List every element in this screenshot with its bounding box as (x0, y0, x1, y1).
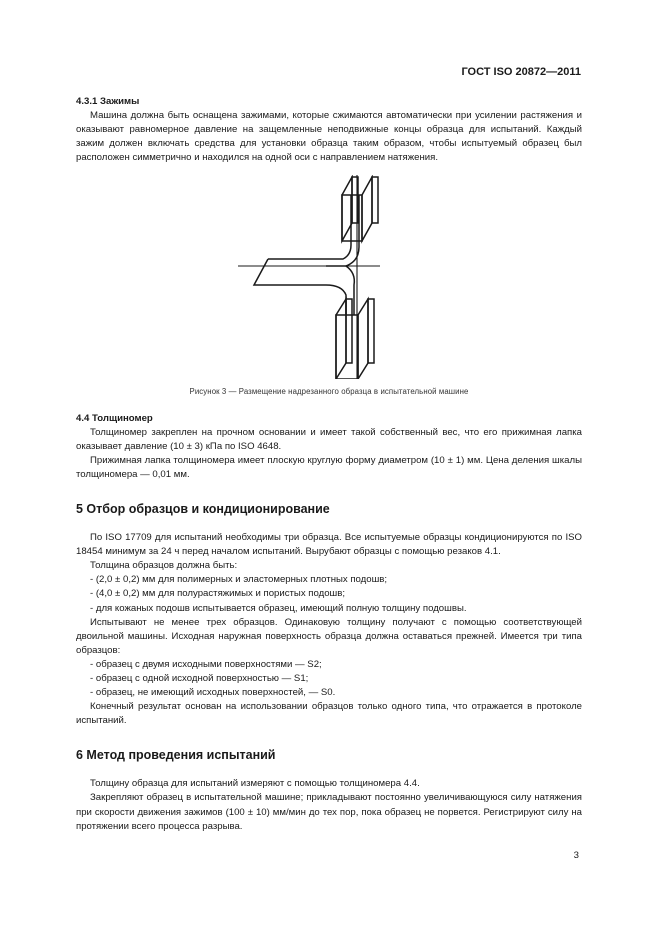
list-item: - (4,0 ± 0,2) мм для полурастяжимых и пористых подошв; (90, 588, 346, 600)
paragraph: Закрепляют образец в испытательной машине; прикладывают постоянно увеличивающуюся силу натяжения при скорости движения зажимов (100 ± 10) мм/мин до тех пор, пока образец не порвется. Регистрируют силу на протяжении всего процесса разрыва. (76, 792, 582, 832)
page-number: 3 (573, 850, 579, 861)
figure-3 (76, 175, 582, 379)
paragraph: Прижимная лапка толщиномера имеет плоскую круглую форму диаметром (10 ± 1) мм. Цена деления шкалы толщиномера — 0,01 мм. (76, 454, 582, 480)
list-item: - для кожаных подошв испытывается образец, имеющий полную толщину подошвы. (90, 602, 467, 614)
section-heading-4-4: 4.4 Толщиномер (76, 412, 153, 424)
paragraph: Толщиномер закреплен на прочном основании и имеет такой собственный вес, что его прижимная лапка оказывает давление (10 ± 3) кПа по ISO 4648. (76, 426, 582, 452)
section-heading-5: 5 Отбор образцов и кондиционирование (76, 502, 330, 517)
figure-caption: Рисунок 3 — Размещение надрезанного образца в испытательной машине (189, 387, 469, 397)
paragraph: Толщина образцов должна быть: (90, 560, 238, 572)
section-heading-4-3-1: 4.3.1 Зажимы (76, 96, 140, 107)
paragraph: Испытывают не менее трех образцов. Одинаковую толщину получают с помощью соответствующей двоильной машины. Исходная наружная поверхность образца должна оставаться прежней. Имеется три типа образцов: (76, 616, 582, 656)
section-heading-6: 6 Метод проведения испытаний (76, 748, 276, 763)
list-item: - образец, не имеющий исходных поверхностей, — S0. (90, 687, 336, 699)
list-item: - образец с двумя исходными поверхностями — S2; (90, 658, 322, 670)
paragraph: Толщину образца для испытаний измеряют с помощью толщиномера 4.4. (90, 778, 420, 790)
list-item: - (2,0 ± 0,2) мм для полимерных и эластомерных плотных подошв; (90, 574, 388, 586)
list-item: - образец с одной исходной поверхностью — S1; (90, 672, 309, 684)
specimen-clamp-diagram (238, 175, 418, 379)
paragraph: Машина должна быть оснащена зажимами, которые сжимаются автоматически при усилении растяжения и оказывают равномерное давление на защемленные неподвижные концы образца для испытаний. Каждый зажим должен включать средства для установки образца таким образом, чтобы испытуемый образец был расположен симметрично и находился на одной оси с направлением натяжения. (76, 110, 582, 164)
paragraph: Конечный результат основан на использовании образцов только одного типа, что отражается в протоколе испытаний. (76, 701, 582, 727)
document-header: ГОСТ ISO 20872—2011 (461, 66, 581, 78)
paragraph: По ISO 17709 для испытаний необходимы три образца. Все испытуемые образцы кондиционируются по ISO 18454 минимум за 24 ч перед началом испытаний. Вырубают образцы с помощью резаков 4.1. (76, 532, 582, 558)
page-content (76, 95, 582, 834)
